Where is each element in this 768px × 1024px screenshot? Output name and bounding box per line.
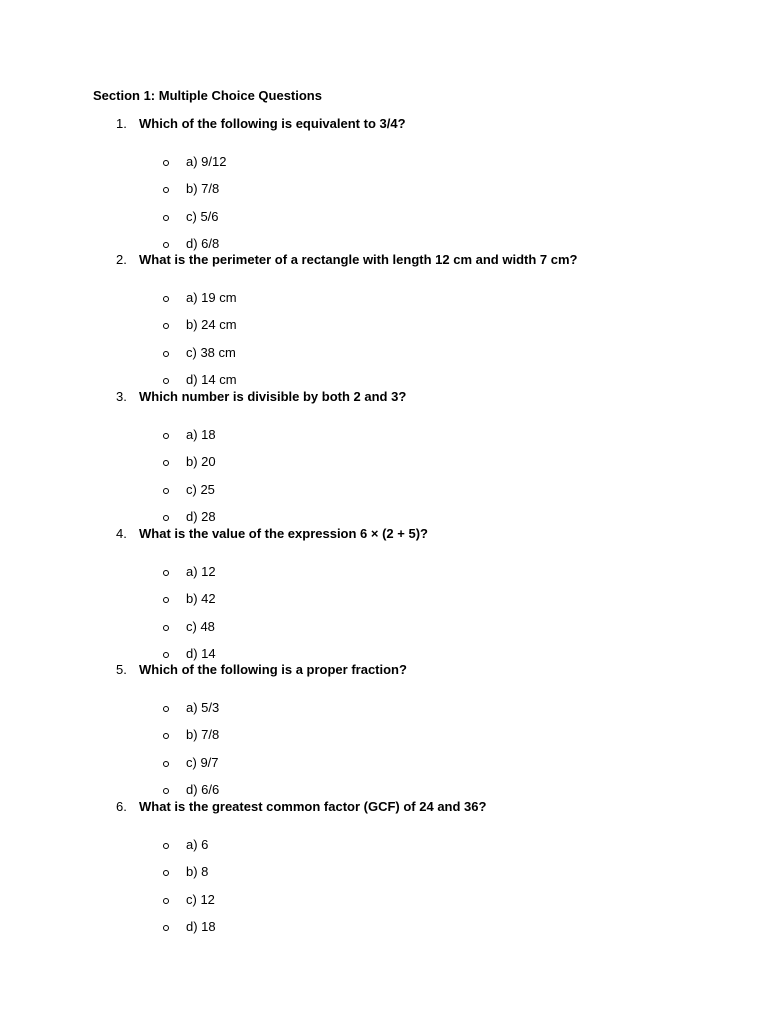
hollow-bullet-icon [163, 761, 169, 767]
option-text: b) 20 [186, 454, 216, 470]
option-text: c) 25 [186, 481, 215, 497]
option-text: b) 7/8 [186, 181, 220, 197]
hollow-bullet-icon [163, 242, 169, 248]
hollow-bullet-icon [163, 597, 169, 603]
option-item [0, 478, 768, 505]
question-2 [0, 251, 768, 395]
question-5 [0, 661, 768, 805]
option-item [0, 150, 768, 177]
option-list [0, 833, 768, 942]
hollow-bullet-icon [163, 652, 169, 658]
hollow-bullet-icon [163, 870, 169, 876]
question-text: What is the value of the expression 6 × (2 + 5)? [139, 526, 428, 541]
option-item [0, 313, 768, 340]
option-text: c) 12 [186, 891, 215, 907]
question-line [0, 798, 768, 816]
option-text: d) 6/6 [186, 781, 220, 797]
option-text: a) 6 [186, 837, 209, 852]
question-line [0, 525, 768, 543]
question-number: 1. [116, 116, 127, 131]
question-4 [0, 525, 768, 669]
option-item [0, 286, 768, 313]
option-text: d) 28 [186, 508, 216, 524]
option-list [0, 150, 768, 259]
hollow-bullet-icon [163, 433, 169, 439]
hollow-bullet-icon [163, 843, 169, 849]
option-text: d) 14 cm [186, 371, 237, 387]
hollow-bullet-icon [163, 160, 169, 166]
hollow-bullet-icon [163, 515, 169, 521]
option-text: d) 18 [186, 918, 216, 934]
option-list [0, 286, 768, 395]
hollow-bullet-icon [163, 296, 169, 302]
question-text: What is the perimeter of a rectangle with length 12 cm and width 7 cm? [139, 252, 578, 267]
option-item [0, 751, 768, 778]
option-text: c) 5/6 [186, 208, 219, 224]
option-item [0, 615, 768, 642]
option-item [0, 723, 768, 750]
option-text: a) 9/12 [186, 154, 227, 169]
hollow-bullet-icon [163, 706, 169, 712]
option-text: c) 38 cm [186, 344, 236, 360]
option-item [0, 341, 768, 368]
hollow-bullet-icon [163, 378, 169, 384]
option-item [0, 888, 768, 915]
hollow-bullet-icon [163, 460, 169, 466]
hollow-bullet-icon [163, 733, 169, 739]
hollow-bullet-icon [163, 323, 169, 329]
option-text: b) 7/8 [186, 727, 220, 743]
question-6 [0, 798, 768, 942]
option-text: b) 24 cm [186, 317, 237, 333]
option-text: a) 12 [186, 564, 216, 579]
hollow-bullet-icon [163, 488, 169, 494]
option-text: b) 8 [186, 864, 209, 880]
question-number: 2. [116, 252, 127, 267]
option-list [0, 560, 768, 669]
option-item [0, 833, 768, 860]
option-text: d) 6/8 [186, 235, 220, 251]
hollow-bullet-icon [163, 351, 169, 357]
option-text: a) 19 cm [186, 290, 237, 305]
question-number: 3. [116, 389, 127, 404]
option-item [0, 860, 768, 887]
question-text: What is the greatest common factor (GCF) of 24 and 36? [139, 799, 487, 814]
question-number: 4. [116, 526, 127, 541]
option-item [0, 560, 768, 587]
question-line [0, 388, 768, 406]
hollow-bullet-icon [163, 215, 169, 221]
option-text: a) 5/3 [186, 700, 220, 715]
option-item [0, 205, 768, 232]
option-item [0, 177, 768, 204]
option-list [0, 696, 768, 805]
option-text: b) 42 [186, 591, 216, 607]
option-text: c) 9/7 [186, 754, 219, 770]
hollow-bullet-icon [163, 925, 169, 931]
hollow-bullet-icon [163, 187, 169, 193]
question-text: Which number is divisible by both 2 and 3? [139, 389, 407, 404]
question-line [0, 661, 768, 679]
hollow-bullet-icon [163, 570, 169, 576]
question-number: 6. [116, 799, 127, 814]
question-text: Which of the following is equivalent to 3/4? [139, 116, 406, 131]
question-line [0, 251, 768, 269]
option-text: c) 48 [186, 618, 215, 634]
option-item [0, 915, 768, 942]
option-list [0, 423, 768, 532]
option-text: d) 14 [186, 645, 216, 661]
option-item [0, 696, 768, 723]
hollow-bullet-icon [163, 625, 169, 631]
option-item [0, 450, 768, 477]
option-item [0, 423, 768, 450]
question-text: Which of the following is a proper fraction? [139, 662, 407, 677]
question-1 [0, 115, 768, 259]
hollow-bullet-icon [163, 788, 169, 794]
option-text: a) 18 [186, 427, 216, 442]
question-3 [0, 388, 768, 532]
section-title: Section 1: Multiple Choice Questions [93, 88, 322, 103]
question-line [0, 115, 768, 133]
hollow-bullet-icon [163, 898, 169, 904]
question-number: 5. [116, 662, 127, 677]
option-item [0, 587, 768, 614]
